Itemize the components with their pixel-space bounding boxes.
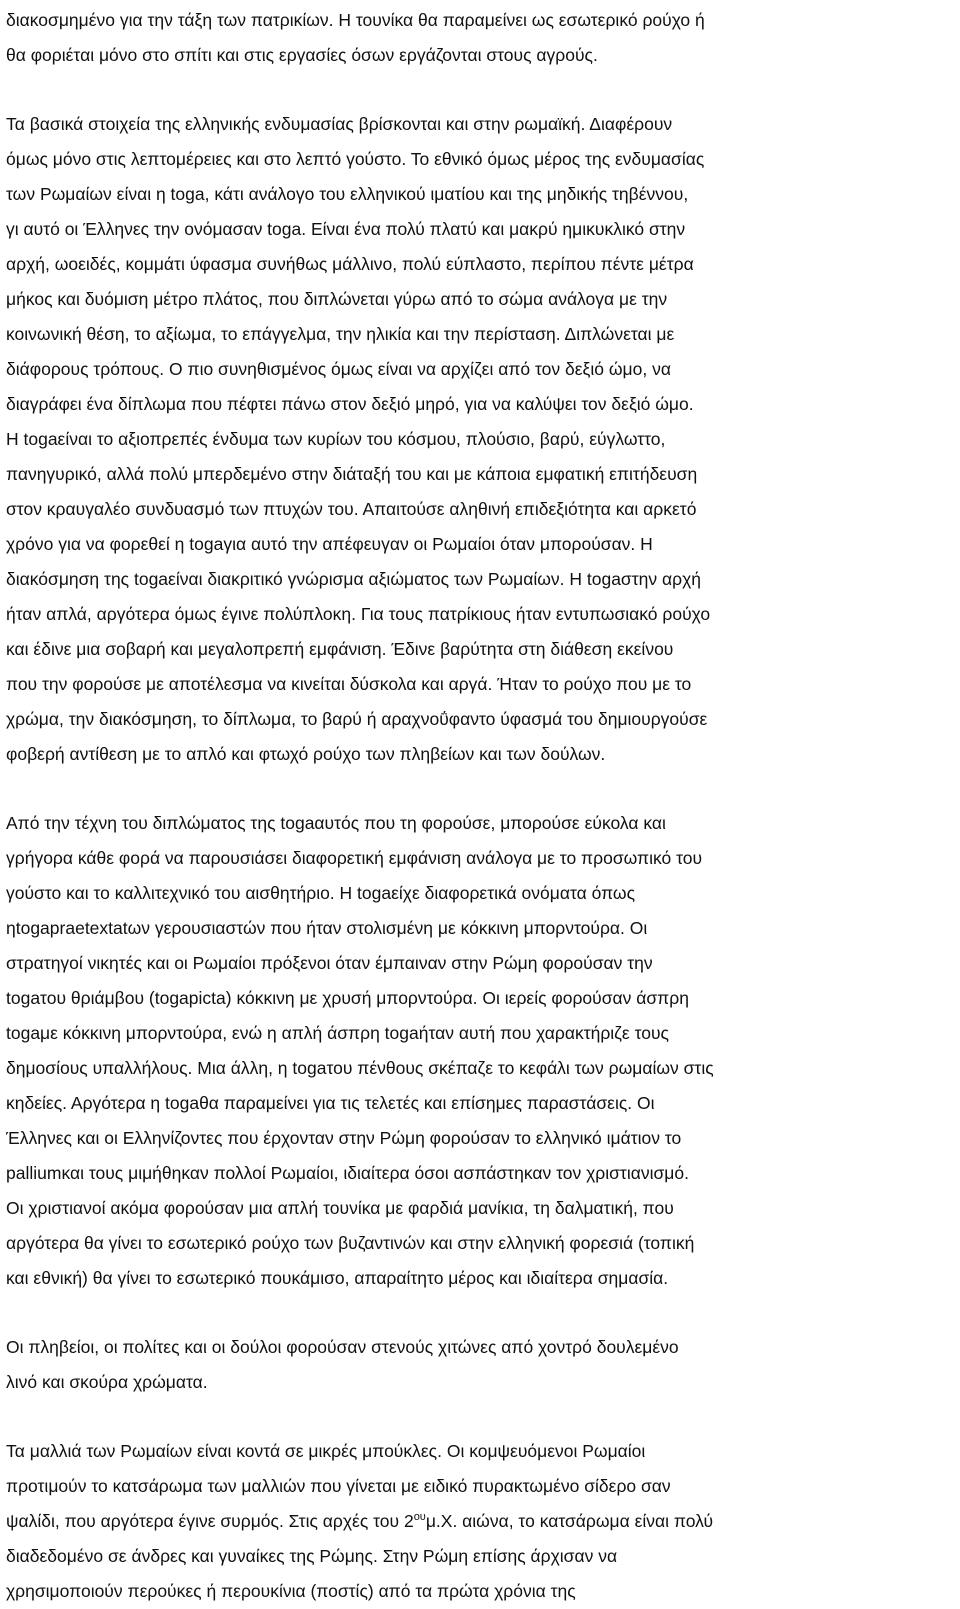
text-line: togaτου θριάμβου (togapicta) κόκκινη με χρυσή μπορντούρα. Οι ιερείς φορούσαν άσπρη xyxy=(6,988,689,1008)
ordinal-superscript: ου xyxy=(413,1511,426,1523)
text-line: διάφορους τρόπους. Ο πιο συνηθισμένος όμως είναι να αρχίζει από τον δεξιό ώμο, να xyxy=(6,359,671,379)
text-line: δημοσίους υπαλλήλους. Μια άλλη, η togaτου πένθους σκέπαζε το κεφάλι των ρωμαίων στις xyxy=(6,1058,714,1078)
text-line: που την φορούσε με αποτέλεσμα να κινείται δύσκολα και αργά. Ήταν το ρούχο που με το xyxy=(6,674,692,694)
text-line: φοβερή αντίθεση με το απλό και φτωχό ρούχο των πληβείων και των δούλων. xyxy=(6,744,606,764)
text-segment: ψαλίδι, που αργότερα έγινε συρμός. Στις αρχές του 2 xyxy=(6,1511,414,1531)
text-line: γι αυτό οι Έλληνες την ονόμασαν toga. Είναι ένα πολύ πλατύ και μακρύ ημικυκλικό στην xyxy=(6,219,686,239)
text-line: Τα μαλλιά των Ρωμαίων είναι κοντά σε μικρές μπούκλες. Οι κομψευόμενοι Ρωμαίοι xyxy=(6,1441,646,1461)
text-line: Έλληνες και οι Ελληνίζοντες που έρχονταν στην Ρώμη φορούσαν το ελληνικό ιμάτιον το xyxy=(6,1128,682,1148)
text-line: διακόσμηση της togaείναι διακριτικό γνώρισμα αξιώματος των Ρωμαίων. Η togaστην αρχή xyxy=(6,569,701,589)
text-line: togaμε κόκκινη μπορντούρα, ενώ η απλή άσπρη togaήταν αυτή που χαρακτήριζε τους xyxy=(6,1023,669,1043)
text-line: γούστο και το καλλιτεχνικό του αισθητήριο. Η togaείχε διαφορετικά ονόματα όπως xyxy=(6,883,636,903)
paragraph-plebeians xyxy=(6,1330,956,1400)
text-line: στον κραυγαλέο συνδυασμό των πτυχών του. Απαιτούσε αληθινή επιδεξιότητα και αρκετό xyxy=(6,499,697,519)
text-line: Οι πληβείοι, οι πολίτες και οι δούλοι φορούσαν στενούς χιτώνες από χοντρό δουλεμένο xyxy=(6,1337,679,1357)
document-page xyxy=(6,0,956,1609)
text-line: προτιμούν το κατσάρωμα των μαλλιών που γίνεται με ειδικό πυρακτωμένο σίδερο σαν xyxy=(6,1476,671,1496)
text-line: και εθνική) θα γίνει το εσωτερικό πουκάμισο, απαραίτητο μέρος και ιδιαίτερα σημασία. xyxy=(6,1268,669,1288)
text-line: αργότερα θα γίνει το εσωτερικό ρούχο των βυζαντινών και στην ελληνική φορεσιά (τοπική xyxy=(6,1233,695,1253)
text-line: ήταν απλά, αργότερα όμως έγινε πολύπλοκη. Για τους πατρίκιους ήταν εντυπωσιακό ρούχο xyxy=(6,604,711,624)
paragraph-gap xyxy=(6,1296,956,1330)
text-line: μήκος και δυόμιση μέτρο πλάτος, που διπλώνεται γύρω από το σώμα ανάλογα με την xyxy=(6,289,668,309)
text-line: λινό και σκούρα χρώματα. xyxy=(6,1372,208,1392)
text-line: κοινωνική θέση, το αξίωμα, το επάγγελμα, την ηλικία και την περίσταση. Διπλώνεται με xyxy=(6,324,675,344)
text-line: palliumκαι τους μιμήθηκαν πολλοί Ρωμαίοι, ιδιαίτερα όσοι ασπάστηκαν τον χριστιανισμό. xyxy=(6,1163,689,1183)
text-line: γρήγορα κάθε φορά να παρουσιάσει διαφορετική εμφάνιση ανάλογα με το προσωπικό του xyxy=(6,848,703,868)
text-line: και έδινε μια σοβαρή και μεγαλοπρεπή εμφάνιση. Έδινε βαρύτητα στη διάθεση εκείνου xyxy=(6,639,674,659)
text-line: Από την τέχνη του διπλώματος της togaαυτός που τη φορούσε, μπορούσε εύκολα και xyxy=(6,813,666,833)
text-line: διακοσμημένο για την τάξη των πατρικίων. Η τουνίκα θα παραμείνει ως εσωτερικό ρούχο ή xyxy=(6,10,705,30)
text-line: διαδεδομένο σε άνδρες και γυναίκες της Ρώμης. Στην Ρώμη επίσης άρχισαν να xyxy=(6,1546,618,1566)
text-line: χρόνο για να φορεθεί η togaγια αυτό την απέφευγαν οι Ρωμαίοι όταν μπορούσαν. Η xyxy=(6,534,653,554)
text-line: διαγράφει ένα δίπλωμα που πέφτει πάνω στον δεξιό μηρό, για να καλύψει τον δεξιό ώμο. xyxy=(6,394,694,414)
text-line: Οι χριστιανοί ακόμα φορούσαν μια απλή τουνίκα με φαρδιά μανίκια, τη δαλματική, που xyxy=(6,1198,674,1218)
paragraph-toga-types xyxy=(6,806,956,1296)
text-line: ηtogapraetextatων γερουσιαστών που ήταν στολισμένη με κόκκινη μπορντούρα. Οι xyxy=(6,918,648,938)
text-line: πανηγυρικό, αλλά πολύ μπερδεμένο στην διάταξή του και με κάποια εμφατική επιτήδευση xyxy=(6,464,698,484)
text-line: κηδείες. Αργότερα η togaθα παραμείνει για τις τελετές και επίσημες παραστάσεις. Οι xyxy=(6,1093,655,1113)
paragraph-gap xyxy=(6,772,956,806)
text-line: των Ρωμαίων είναι η toga, κάτι ανάλογο του ελληνικού ιματίου και της μηδικής τηβέννου, xyxy=(6,184,689,204)
paragraph-gap xyxy=(6,73,956,107)
text-line: όμως μόνο στις λεπτομέρειες και στο λεπτό γούστο. Το εθνικό όμως μέρος της ενδυμασίας xyxy=(6,149,705,169)
text-line-with-superscript xyxy=(6,1504,956,1539)
paragraph-gap xyxy=(6,1400,956,1434)
text-line: χρησιμοποιούν περούκες ή περουκίνια (ποστίς) από τα πρώτα χρόνια της xyxy=(6,1581,576,1601)
text-line: αρχή, ωοειδές, κομμάτι ύφασμα συνήθως μάλλινο, πολύ εύπλαστο, περίπου πέντε μέτρα xyxy=(6,254,694,274)
text-segment: μ.Χ. αιώνα, το κατσάρωμα είναι πολύ xyxy=(425,1511,714,1531)
text-line: στρατηγοί νικητές και οι Ρωμαίοι πρόξενοι όταν έμπαιναν στην Ρώμη φορούσαν την xyxy=(6,953,653,973)
paragraph-patricians-tunic xyxy=(6,3,956,73)
paragraph-roman-hair xyxy=(6,1434,956,1609)
text-line: Τα βασικά στοιχεία της ελληνικής ενδυμασίας βρίσκονται και στην ρωμαϊκή. Διαφέρουν xyxy=(6,114,673,134)
text-line: θα φοριέται μόνο στο σπίτι και στις εργασίες όσων εργάζονται στους αγρούς. xyxy=(6,45,598,65)
paragraph-roman-toga xyxy=(6,107,956,772)
text-line: Η togaείναι το αξιοπρεπές ένδυμα των κυρίων του κόσμου, πλούσιο, βαρύ, εύγλωττο, xyxy=(6,429,666,449)
text-line: χρώμα, την διακόσμηση, το δίπλωμα, το βαρύ ή αραχνοΰφαντο ύφασμά του δημιουργούσε xyxy=(6,709,708,729)
